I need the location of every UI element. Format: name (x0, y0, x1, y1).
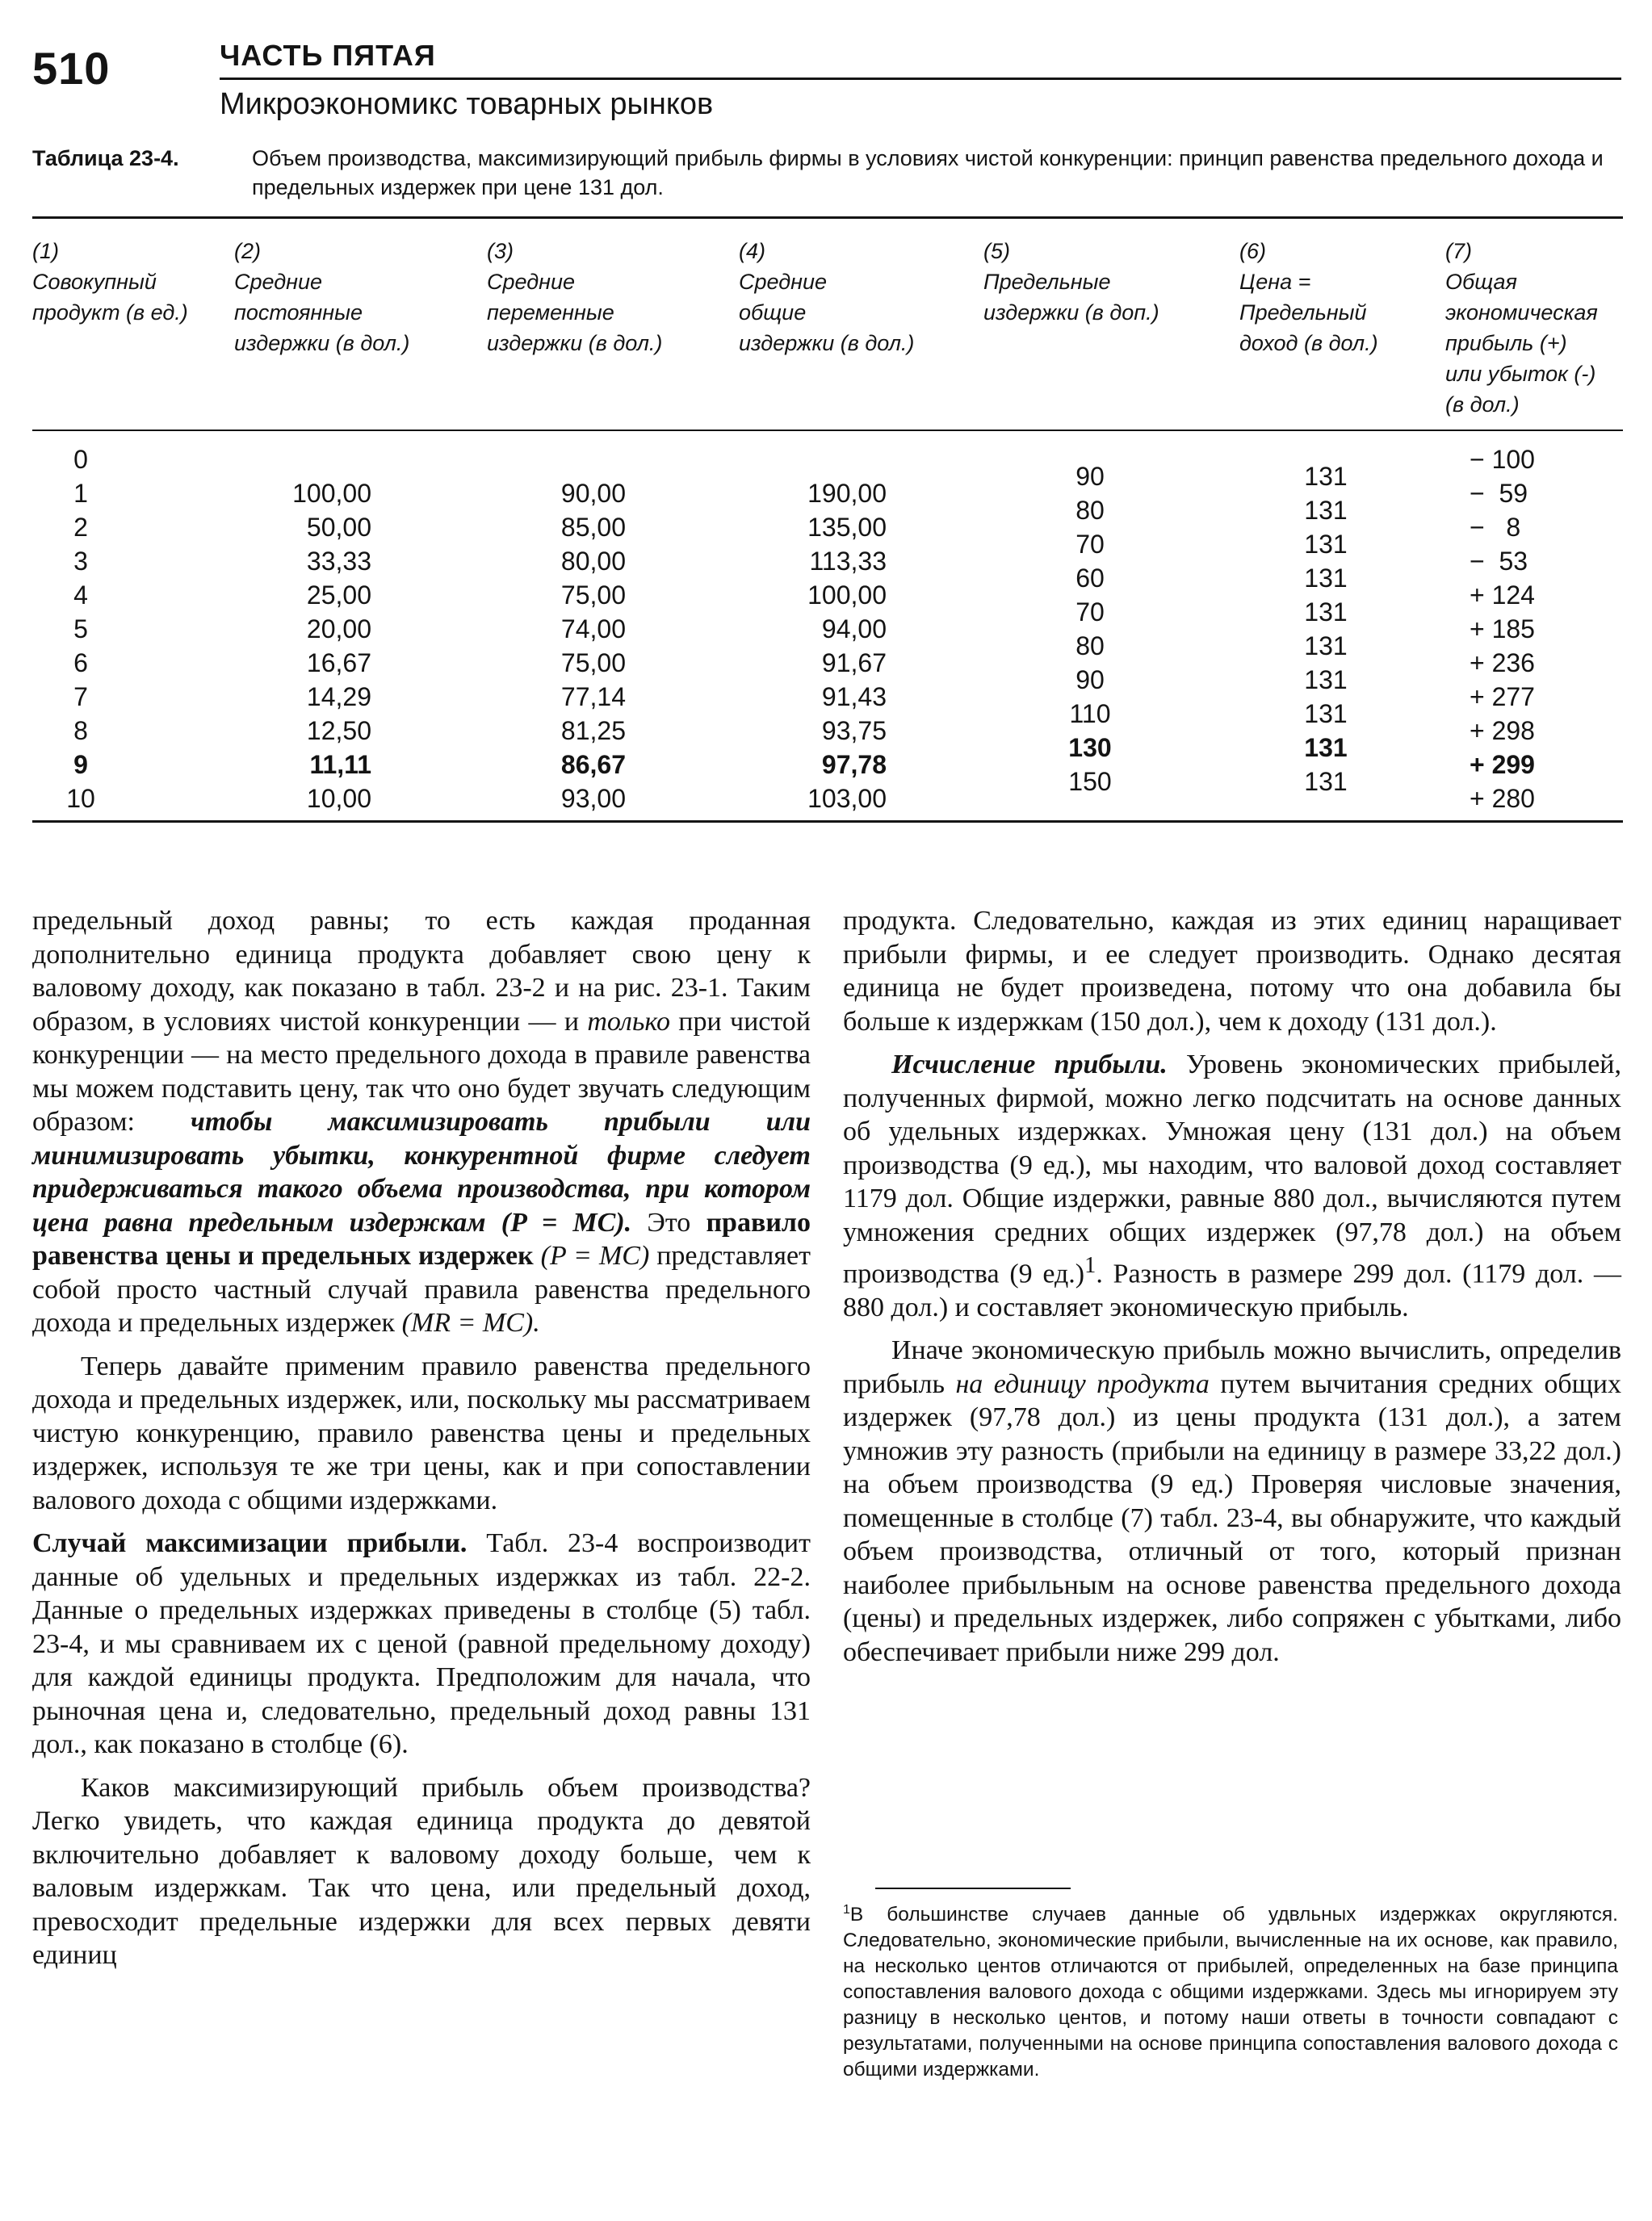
profit-cell: − 53 (1470, 547, 1528, 576)
marginal-cost-cell: 110 (1069, 699, 1111, 728)
marginal-cost-cell: 90 (1075, 665, 1105, 694)
profit-cell: + 185 (1470, 614, 1535, 643)
profit-cell: + 299 (1470, 750, 1535, 779)
price-cell: 131 (1304, 496, 1348, 525)
afc-cell: 16,67 (306, 648, 371, 677)
marginal-cost-cell: 80 (1075, 631, 1105, 660)
profit-cell: − 59 (1470, 479, 1528, 508)
afc-cell: 50,00 (306, 513, 371, 542)
atc-cell: 91,67 (821, 648, 887, 677)
avc-cell: 80,00 (560, 547, 626, 576)
atc-cell: 100,00 (807, 580, 887, 610)
price-cell: 131 (1304, 699, 1348, 728)
left-text-column (32, 904, 811, 1972)
marginal-cost-cell: 150 (1068, 767, 1112, 796)
marginal-cost-cell: 70 (1075, 597, 1105, 626)
quantity-cell: 8 (73, 716, 88, 745)
price-cell: 131 (1304, 564, 1348, 593)
avc-cell: 93,00 (560, 784, 626, 813)
quantity-cell: 4 (73, 580, 88, 610)
quantity-cell: 3 (73, 547, 88, 576)
atc-cell: 91,43 (821, 682, 887, 711)
price-cell: 131 (1304, 767, 1348, 796)
afc-cell: 33,33 (306, 547, 371, 576)
column-header-5: (5) Предельные издержки (в доп.) (983, 239, 1159, 325)
section-heading-profit-max: Случай максимизации прибыли. (32, 1528, 468, 1558)
right-text-column (843, 904, 1621, 1669)
profit-cell: + 277 (1470, 682, 1535, 711)
atc-cell: 94,00 (821, 614, 887, 643)
page-number: 510 (32, 43, 111, 94)
column-header-3: (3) Средние переменные издержки (в дол.) (487, 239, 663, 355)
left-paragraph-3: Случай максимизации прибыли. Табл. 23-4 воспроизводит данные об удельных и предельных издержках из табл. 22-2. Данные о предельных издержках приведены в столбце (5) табл. 23-4, и мы сравниваем их с ценой (равной предельному доходу) для каждой единицы продукта. Предположим для начала, что рыночная цена и, следовательно, предельный доход равны 131 дол., как показано в столбце (6). (32, 1528, 811, 1759)
avc-cell: 86,67 (560, 750, 626, 779)
avc-cell: 74,00 (560, 614, 626, 643)
atc-cell: 135,00 (807, 513, 887, 542)
right-paragraph-1: продукта. Следовательно, каждая из этих единиц наращивает прибыли фирмы, и ее следует производить. Однако десятая единица не будет произведена, потому что она добавила бы больше к издержкам (150 дол.), чем к доходу (131 дол.). (843, 906, 1621, 1037)
quantity-cell: 7 (73, 682, 88, 711)
quantity-cell: 0 (73, 445, 88, 474)
quantity-cell: 6 (73, 648, 88, 677)
atc-cell: 97,78 (821, 750, 887, 779)
right-paragraph-2: Исчисление прибыли. Уровень экономических прибылей, полученных фирмой, можно легко подсчитать на основе данных об удельных издержках. Умножая цену (131 дол.) на объем производства (9 ед.), мы находим, что валовой доход составляет 1179 дол. Общие издержки, равные 880 дол., вычисляются путем умножения средних общих издержек (97,78 дол.) на объем производства (9 ед.)$^1$. Разность в размере 299 дол. (1179 дол. — 880 дол.) и составляет экономическую прибыль. (843, 1050, 1621, 1322)
avc-cell: 81,25 (560, 716, 626, 745)
marginal-cost-cell: 90 (1075, 462, 1105, 491)
price-cell: 131 (1304, 665, 1348, 694)
price-cell: 131 (1304, 733, 1348, 762)
avc-cell: 90,00 (560, 479, 626, 508)
afc-cell: 12,50 (306, 716, 371, 745)
right-paragraph-3: Иначе экономическую прибыль можно вычислить, определив прибыль на единицу продукта путем вычитания средних общих издержек (97,78 дол.) из цены продукта (131 дол.), а затем умножив эту разность (прибыли на единицу в размере 33,22 дол.) на объем производства (9 ед.) Проверяя числовые значения, помещенные в столбце (7) табл. 23-4, вы обнаружите, что каждый объем производства, отличный от того, который признан наиболее прибыльным на основе равенства предельного дохода (цены) и предельных издержек, либо сопряжен с убытками, либо обеспечивает прибыли ниже 299 дол. (843, 1335, 1621, 1667)
avc-cell: 85,00 (560, 513, 626, 542)
price-cell: 131 (1304, 462, 1348, 491)
afc-cell: 11,11 (309, 750, 371, 779)
quantity-cell: 9 (73, 750, 88, 779)
footnote: $^1$В большинстве случаев данные об удвльных издержках округляются. Следовательно, экономические прибыли, вычисленные на их основе, как правило, на несколько центов отличаются от прибылей, определенных на базе принципа сопоставления валового дохода с общими издержками. Здесь мы игнорируем эту разницу в несколько центов, и потому наши ответы в точности совпадают с результатами, полученными на основе принципа сопоставления валового дохода с общими издержками. (843, 1903, 1618, 2081)
table-bottom-rule (32, 820, 1623, 823)
marginal-cost-cell: 80 (1075, 496, 1105, 525)
price-cell: 131 (1304, 597, 1348, 626)
avc-cell: 77,14 (560, 682, 626, 711)
column-header-1: (1) Совокупный продукт (в ед.) (32, 239, 188, 325)
table-caption-text: Объем производства, максимизирующий прибыль фирмы в условиях чистой конкуренции: принцип равенства предельного дохода и предельных издержек при цене 131 дол. (252, 146, 1604, 199)
left-paragraph-4: Каков максимизирующий прибыль объем производства? Легко увидеть, что каждая единица продукта до девятой включительно добавляет к валовому доходу больше, чем к валовым издержкам. Так что цена, или предельный доход, превосходит предельные издержки для всех первых девяти единиц (32, 1772, 811, 1970)
rule-term: правило равенства цены и предельных издержек (32, 1207, 811, 1271)
marginal-cost-cell: 60 (1075, 564, 1105, 593)
profit-cell: − 8 (1470, 513, 1521, 542)
price-cell: 131 (1304, 530, 1348, 559)
profit-cell: − 100 (1470, 445, 1535, 474)
atc-cell: 103,00 (807, 784, 887, 813)
avc-cell: 75,00 (560, 648, 626, 677)
book-title: Микроэкономикс товарных рынков (220, 87, 714, 121)
profit-cell: + 236 (1470, 648, 1535, 677)
quantity-cell: 2 (73, 513, 88, 542)
footnote-rule (875, 1888, 1071, 1889)
afc-cell: 10,00 (306, 784, 371, 813)
afc-cell: 25,00 (306, 580, 371, 610)
column-header-2: (2) Средние постоянные издержки (в дол.) (234, 239, 410, 355)
atc-cell: 93,75 (821, 716, 887, 745)
column-header-6: (6) Цена = Предельный доход (в дол.) (1239, 239, 1378, 355)
atc-cell: 113,33 (809, 547, 887, 576)
marginal-cost-cell: 130 (1068, 733, 1112, 762)
part-title: ЧАСТЬ ПЯТАЯ (220, 39, 436, 72)
footnote-reference: 1 (1084, 1253, 1096, 1278)
afc-cell: 14,29 (306, 682, 371, 711)
quantity-cell: 5 (73, 614, 88, 643)
left-paragraph-1: предельный доход равны; то есть каждая проданная дополнительно единица продукта добавляет свою цену к валовому доходу, как показано в табл. 23-2 и на рис. 23-1. Таким образом, в условиях чистой конкуренции — и только при чистой конкуренции — на место предельного дохода в правиле равенства мы можем подставить цену, так что оно будет звучать следующим образом: чтобы максимизировать прибыли или минимизировать убытки, конкурентной фирме следует придерживаться такого объема производства, при котором цена равна предельным издержкам (P = MC). Это правило равенства цены и предельных издержек (P = MC) представляет собой просто частный случай правила равенства предельного дохода и предельных издержек (MR = MC). (32, 906, 811, 1338)
profit-cell: + 298 (1470, 716, 1535, 745)
afc-cell: 20,00 (306, 614, 371, 643)
left-paragraph-2: Теперь давайте применим правило равенства предельного дохода и предельных издержек, или, поскольку мы рассматриваем чистую конкуренцию, правило равенства цены и предельных издержек, используя те же три цены, как и при сопоставлении валового дохода с общими издержками. (32, 1351, 811, 1515)
quantity-cell: 1 (73, 479, 88, 508)
quantity-cell: 10 (66, 784, 95, 813)
column-header-4: (4) Средние общие издержки (в дол.) (739, 239, 915, 355)
table-label: Таблица 23-4. (32, 146, 179, 170)
profit-cell: + 124 (1470, 580, 1535, 610)
marginal-cost-cell: 70 (1075, 530, 1105, 559)
profit-cell: + 280 (1470, 784, 1535, 813)
afc-cell: 100,00 (292, 479, 371, 508)
section-heading-profit-calc: Исчисление прибыли. (891, 1050, 1168, 1079)
table-body (0, 0, 1652, 823)
avc-cell: 75,00 (560, 580, 626, 610)
atc-cell: 190,00 (807, 479, 887, 508)
column-header-7: (7) Общая экономическая прибыль (+) или убыток (-) (в дол.) (1445, 239, 1598, 417)
price-cell: 131 (1304, 631, 1348, 660)
